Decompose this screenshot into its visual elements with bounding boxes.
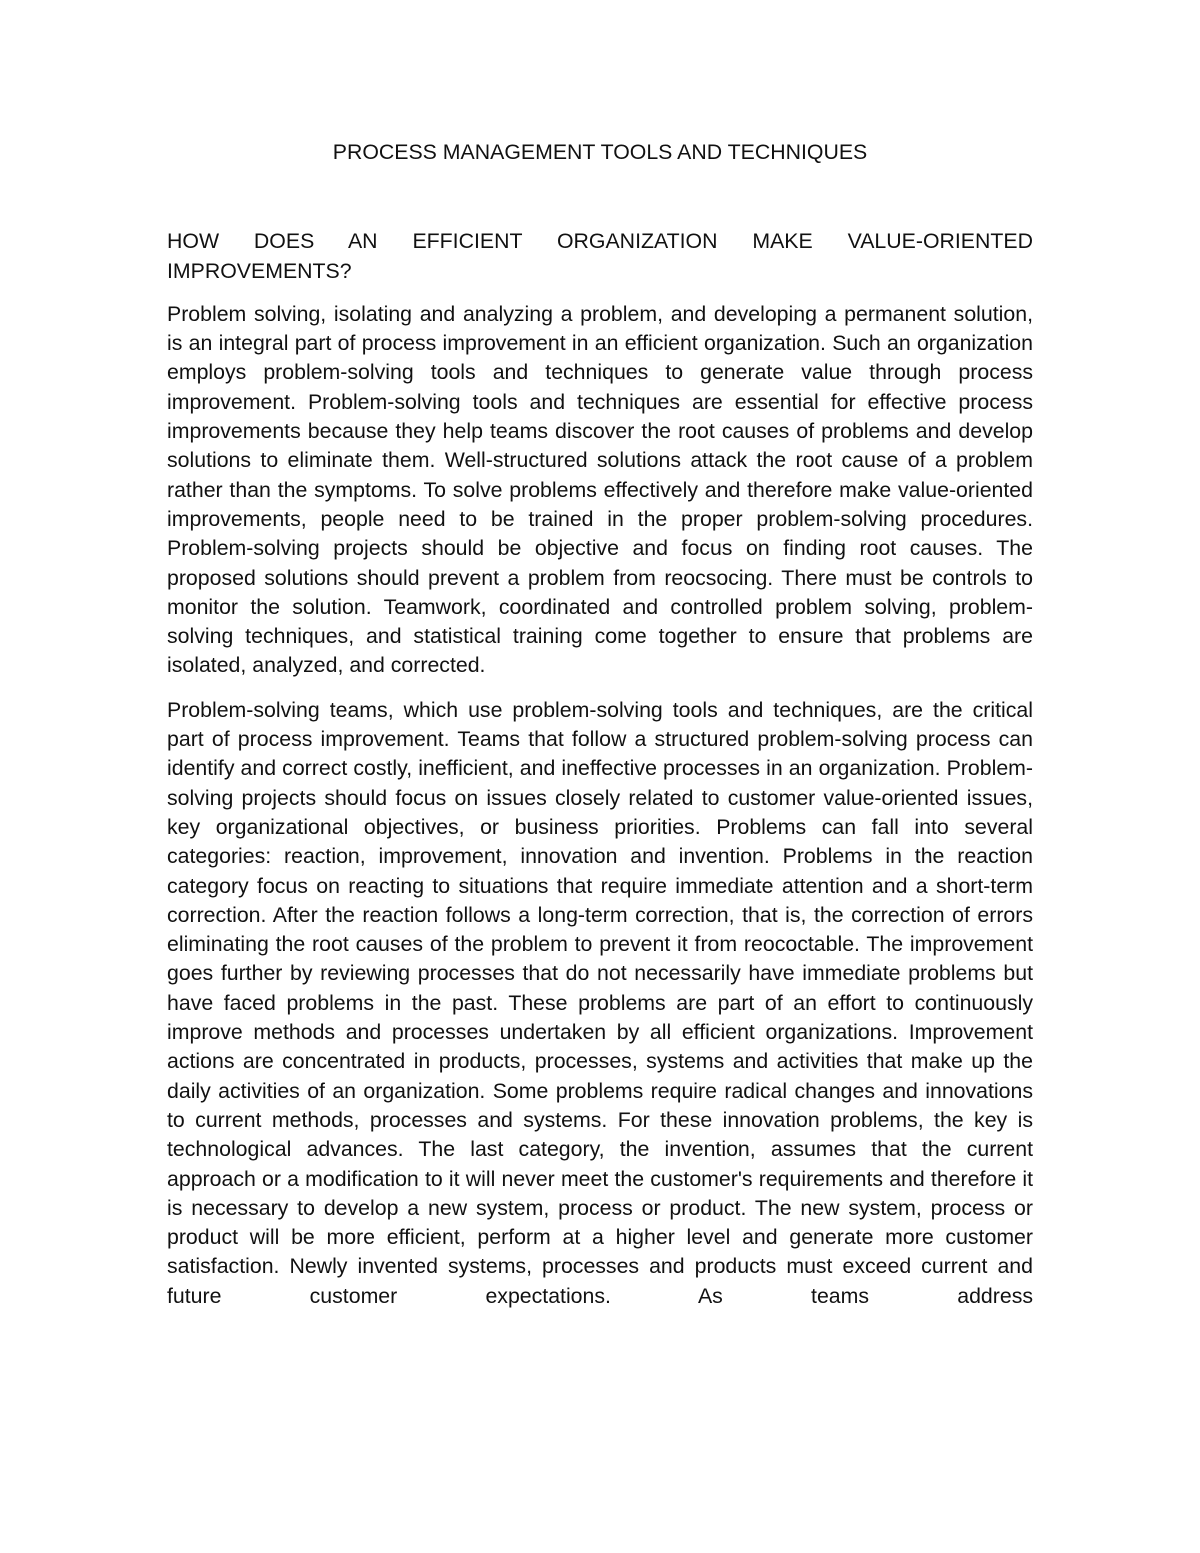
document-title: PROCESS MANAGEMENT TOOLS AND TECHNIQUES (332, 140, 868, 164)
body-paragraph-2: Problem-solving teams, which use problem-solving tools and techniques, are the critical part of process improvement. Teams that follow a structured problem-solving process can identify and correct costly, inefficient, and ineffective processes in an organization. Problem-solving projects should focus on issues closely related to customer value-oriented issues, key organizational objectives, or business priorities. Problems can fall into several categories: reaction, improvement, innovation and invention. Problems in the reaction category focus on reacting to situations that require immediate attention and a short-term correction. After the reaction follows a long-term correction, that is, the correction of errors eliminating the root causes of the problem to prevent it from reococtable. The improvement goes further by reviewing processes that do not necessarily have immediate problems but have faced problems in the past. These problems are part of an effort to continuously improve methods and processes undertaken by all efficient organizations. Improvement actions are concentrated in products, processes, systems and activities that make up the daily activities of an organization. Some problems require radical changes and innovations to current methods, processes and systems. For these innovation problems, the key is technological advances. The last category, the invention, assumes that the current approach or a modification to it will never meet the customer's requirements and therefore it is necessary to develop a new system, process or product. The new system, process or product will be more efficient, perform at a higher level and generate more customer satisfaction. Newly invented systems, processes and products must exceed current and future customer expectations. As teams address (167, 697, 1033, 1308)
section-question-heading: HOW DOES AN EFFICIENT ORGANIZATION MAKE VALUE-ORIENTED IMPROVEMENTS? (167, 229, 1033, 283)
document-body (167, 138, 1033, 1326)
body-paragraph-1: Problem solving, isolating and analyzing a problem, and developing a permanent solution, is an integral part of process improvement in an efficient organization. Such an organization employs problem-solving tools and techniques to generate value through process improvement. Problem-solving tools and techniques are essential for effective process improvements because they help teams discover the root causes of problems and develop solutions to eliminate them. Well-structured solutions attack the root cause of a problem rather than the symptoms. To solve problems effectively and therefore make value-oriented improvements, people need to be trained in the proper problem-solving procedures. Problem-solving projects should be objective and focus on finding root causes. The proposed solutions should prevent a problem from reocsocing. There must be controls to monitor the solution. Teamwork, coordinated and controlled problem solving, problem-solving techniques, and statistical training come together to ensure that problems are isolated, analyzed, and corrected. (167, 301, 1033, 678)
